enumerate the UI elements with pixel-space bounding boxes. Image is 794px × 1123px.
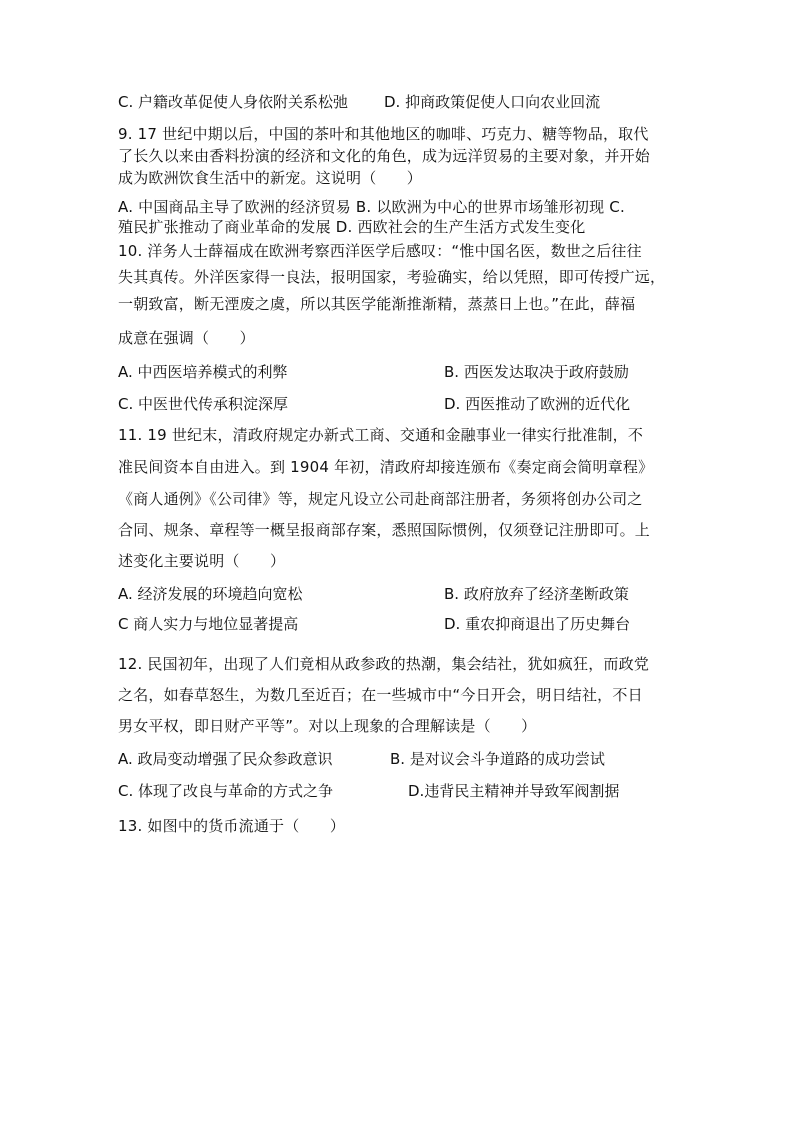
- q12-option-a: A. 政局变动增强了民众参政意识: [118, 750, 333, 768]
- q8-option-d: D. 抑商政策促使人口向农业回流: [384, 93, 601, 111]
- q12-stem-line: 12. 民国初年，出现了人们竟相从政参政的热潮，集会结社，犹如疯狂，而政党: [118, 655, 650, 673]
- q9-stem-line: 成为欧洲饮食生活中的新宠。这说明（ ）: [118, 169, 423, 187]
- q11-stem-line: 《商人通例》《公司律》等，规定凡设立公司赴商部注册者，务须将创办公司之: [118, 490, 643, 508]
- q9-stem-line: 了长久以来由香料扮演的经济和文化的角色，成为远洋贸易的主要对象，并开始: [118, 147, 651, 165]
- q9-stem-line: 9. 17 世纪中期以后，中国的茶叶和其他地区的咖啡、巧克力、糖等物品，取代: [118, 125, 649, 143]
- q10-stem-line: 10. 洋务人士薛福成在欧洲考察西洋医学后感叹：“惟中国名医，数世之后往往: [118, 242, 642, 260]
- q10-option-a: A. 中西医培养模式的利弊: [118, 363, 288, 381]
- q11-stem-line: 合同、规条、章程等一概呈报商部存案，悉照国际惯例，仅须登记注册即可。上: [118, 521, 651, 539]
- q9-options-line: A. 中国商品主导了欧洲的经济贸易 B. 以欧洲为中心的世界市场雏形初现 C.: [118, 198, 625, 216]
- q10-stem-line: 一朝致富，断无湮废之虞，所以其医学能渐推渐精，蒸蒸日上也。”在此，薛福: [118, 295, 636, 313]
- q12-option-d: D.违背民主精神并导致军阀割据: [408, 782, 620, 800]
- q9-options-line: 殖民扩张推动了商业革命的发展 D. 西欧社会的生产生活方式发生变化: [118, 218, 586, 236]
- q11-option-b: B. 政府放弃了经济垄断政策: [444, 585, 629, 603]
- q11-option-a: A. 经济发展的环境趋向宽松: [118, 585, 303, 603]
- q10-option-b: B. 西医发达取决于政府鼓励: [444, 363, 629, 381]
- q8-option-c: C. 户籍改革促使人身依附关系松弛: [118, 93, 349, 111]
- q11-option-d: D. 重农抑商退出了历史舞台: [444, 615, 631, 633]
- q10-option-d: D. 西医推动了欧洲的近代化: [444, 395, 631, 413]
- q12-option-b: B. 是对议会斗争道路的成功尝试: [390, 750, 605, 768]
- q11-option-c: C 商人实力与地位显著提高: [118, 615, 299, 633]
- q11-stem-line: 11. 19 世纪末，清政府规定办新式工商、交通和金融事业一律实行批准制，不: [118, 426, 644, 444]
- q12-stem-line: 男女平权，即日财产平等”。对以上现象的合理解读是（ ）: [118, 717, 537, 735]
- q10-stem-line: 成意在强调（ ）: [118, 329, 255, 347]
- q11-stem-line: 述变化主要说明（ ）: [118, 552, 286, 570]
- q13-stem-line: 13. 如图中的货币流通于（ ）: [118, 817, 346, 835]
- q10-option-c: C. 中医世代传承积淀深厚: [118, 395, 289, 413]
- q12-stem-line: 之名，如春草怒生，为数几至近百；在一些城市中“今日开会，明日结社，不日: [118, 686, 643, 704]
- q12-option-c: C. 体现了改良与革命的方式之争: [118, 782, 334, 800]
- q10-stem-line: 失其真传。外洋医家得一良法，报明国家，考验确实，给以凭照，即可传授广远，: [118, 268, 666, 286]
- q11-stem-line: 准民间资本自由进入。到 1904 年初，清政府却接连颁布《奏定商会简明章程》: [118, 458, 654, 476]
